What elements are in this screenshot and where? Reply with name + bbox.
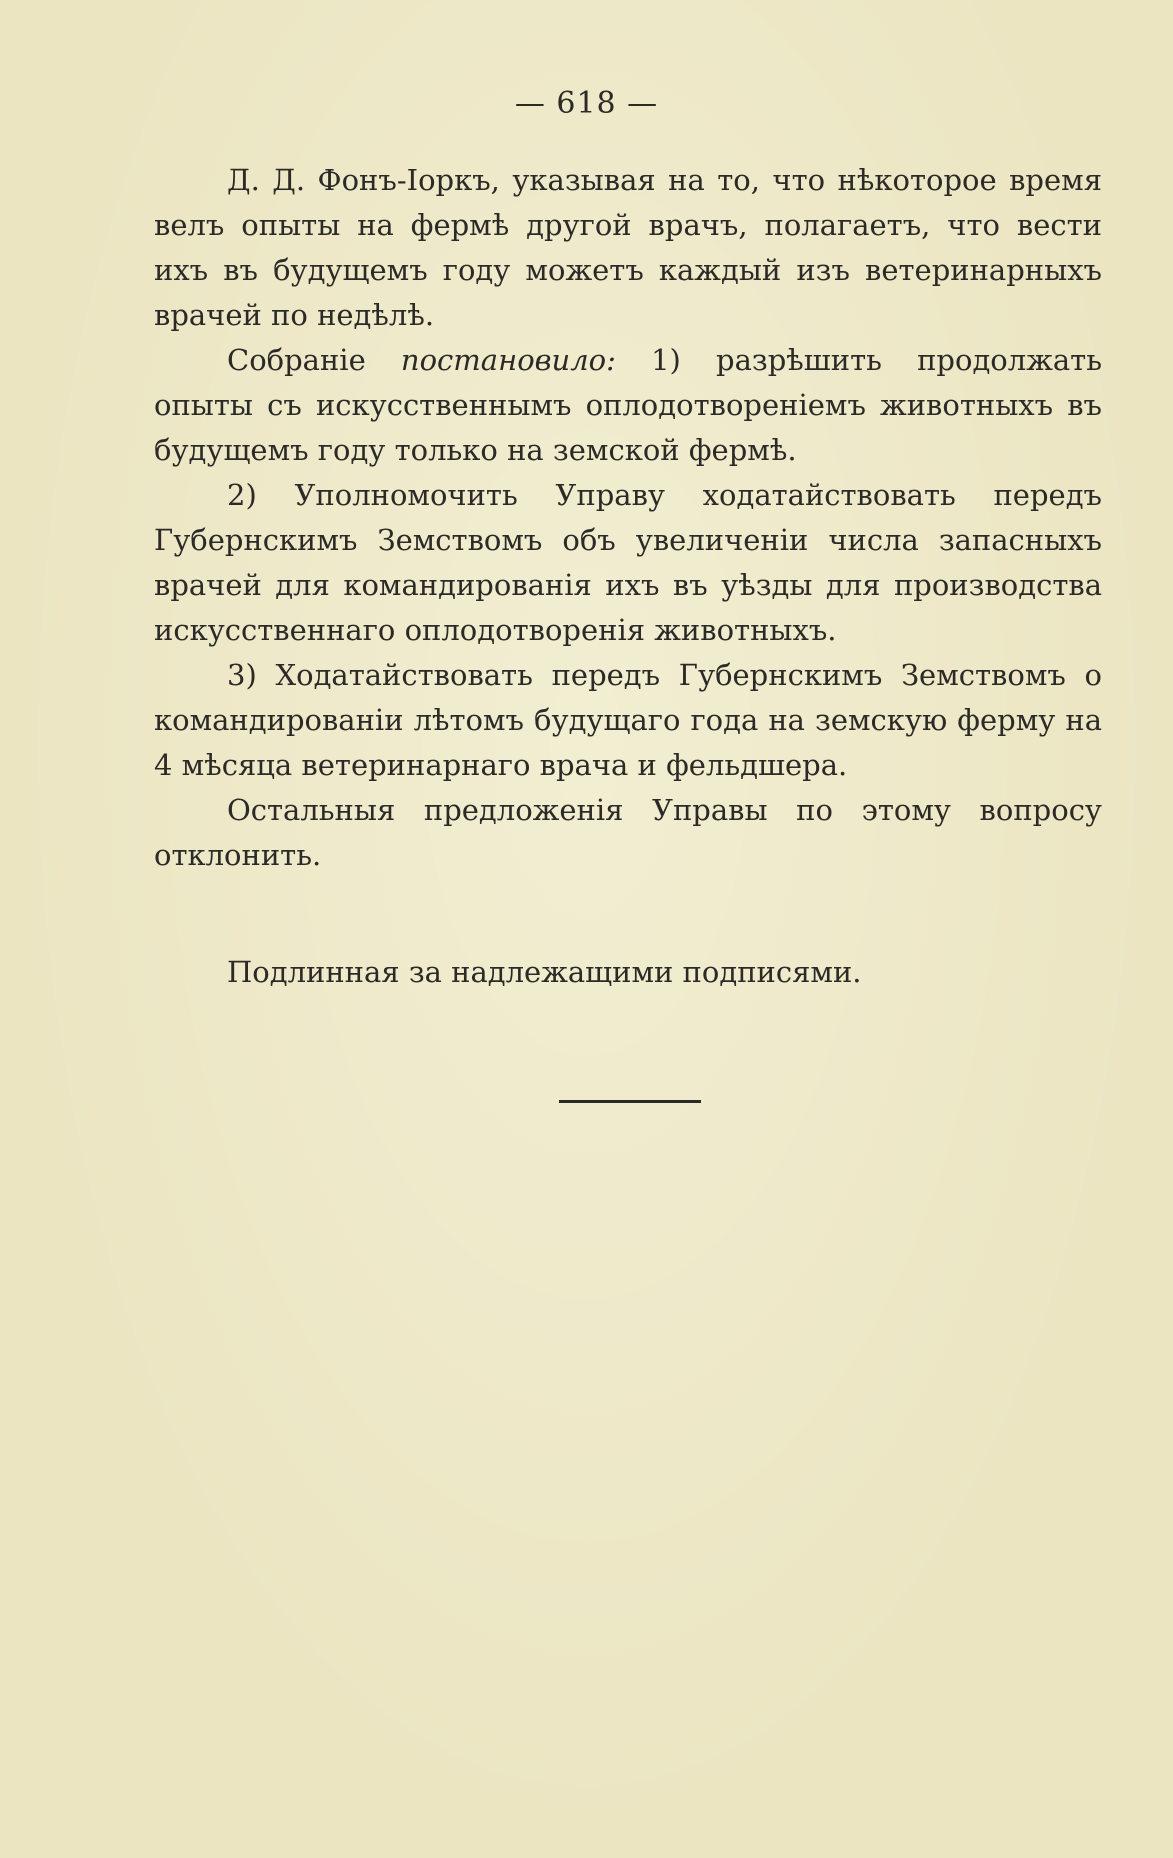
- paragraph-2-rest: 1) разрѣшить продолжать опыты съ искусственнымъ оплодотвореніемъ животныхъ въ будущемъ году только на земской фермѣ.: [154, 343, 1102, 467]
- paragraph-2-lead: Собраніе: [227, 343, 401, 377]
- paragraph-5: Остальныя предложенія Управы по этому вопросу отклонить.: [154, 793, 1102, 872]
- resolution-keyword: постановило:: [400, 343, 616, 377]
- closing-rule: [559, 1100, 701, 1103]
- paragraph-1: Д. Д. Фонъ-Іоркъ, указывая на то, что нѣкоторое время велъ опыты на фермѣ другой врачъ, полагаетъ, что вести ихъ въ будущемъ году можетъ каждый изъ ветеринарныхъ врачей по недѣлѣ.: [154, 163, 1102, 332]
- page-number: — 618 —: [514, 86, 659, 121]
- paragraph-2: [154, 338, 1102, 473]
- body-text: [154, 158, 1102, 878]
- paragraph-3: 2) Уполномочить Управу ходатайствовать передъ Губернскимъ Земствомъ объ увеличеніи числа запасныхъ врачей для командированія ихъ въ уѣзды для производства искусственнаго оплодотворенія животныхъ.: [154, 478, 1102, 647]
- signature-note: Подлинная за надлежащими подписями.: [227, 955, 862, 989]
- paragraph-4: 3) Ходатайствовать передъ Губернскимъ Земствомъ о командированіи лѣтомъ будущаго года на земскую ферму на 4 мѣсяца ветеринарнаго врача и фельдшера.: [154, 658, 1102, 782]
